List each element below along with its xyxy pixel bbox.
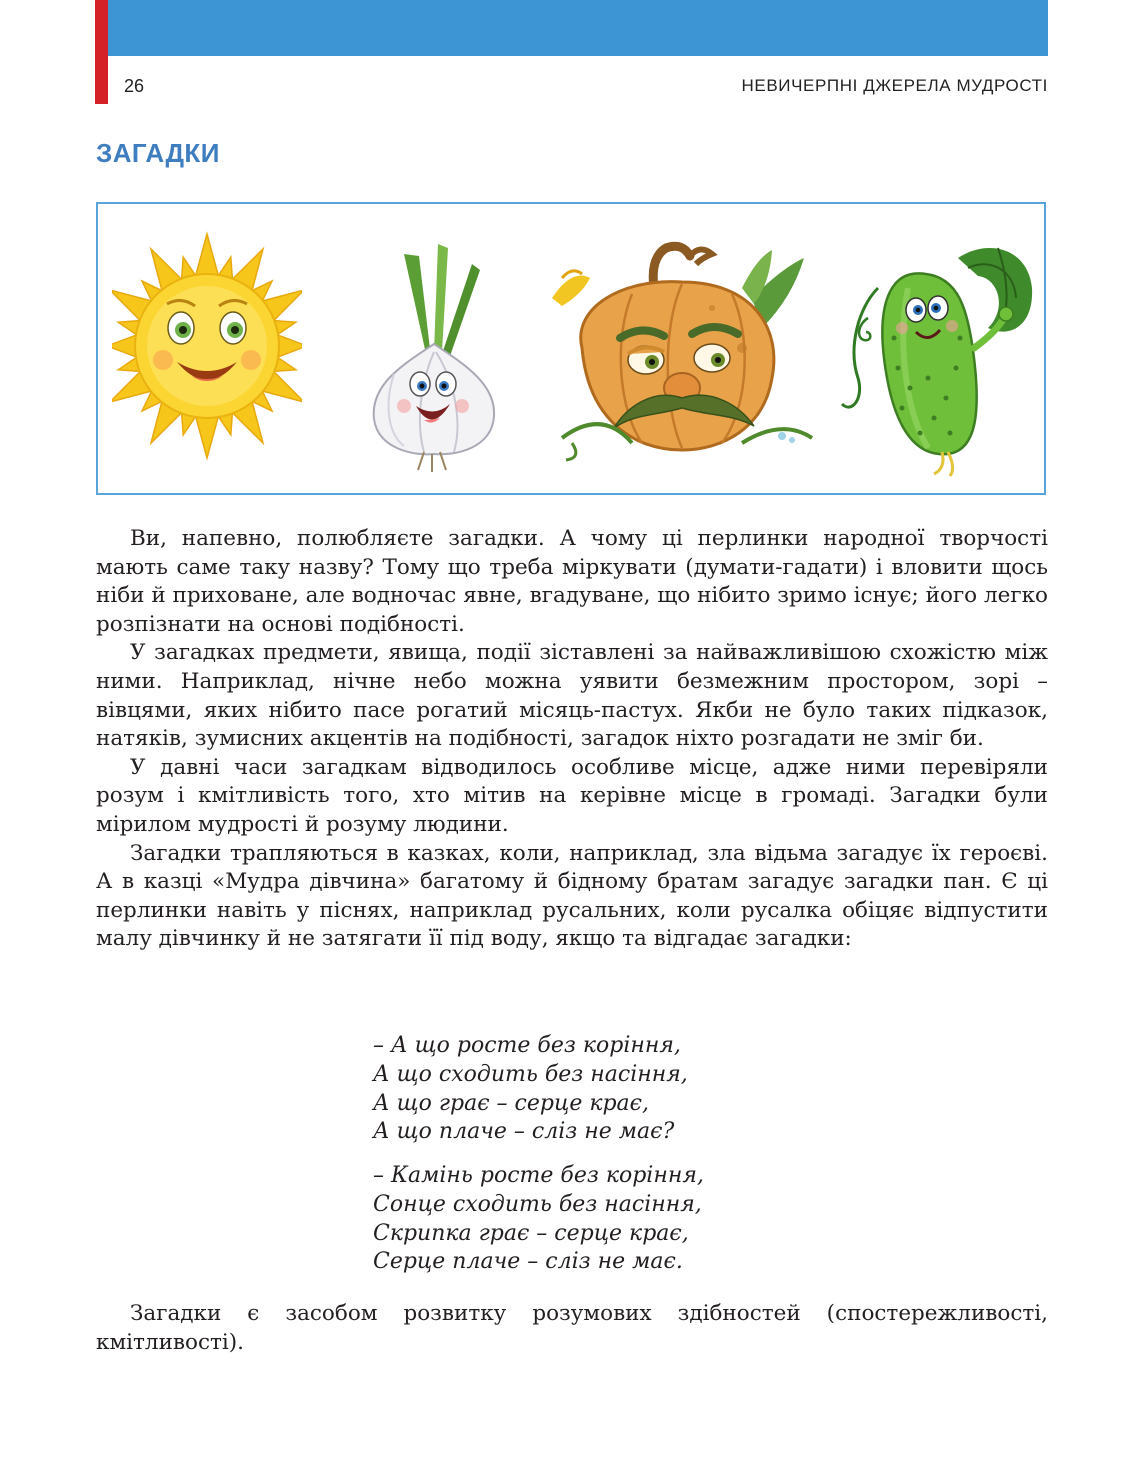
poem-answer-stanza xyxy=(373,1162,793,1277)
section-title: ЗАГАДКИ xyxy=(96,138,220,168)
poem-line: А що сходить без насіння, xyxy=(373,1061,688,1087)
poem-line: Сонце сходить без насіння, xyxy=(373,1191,702,1217)
red-accent-bar xyxy=(95,0,108,104)
running-head: НЕВИЧЕРПНІ ДЖЕРЕЛА МУДРОСТІ xyxy=(741,76,1048,95)
paragraph-4: Загадки трапляються в казках, коли, наприклад, зла відьма загадує їх героєві. А в казці «Мудра дівчина» багатому й бідному братам загадує загадки пан. Є ці перлинки навіть у піснях, наприклад русальних, коли русалка обіцяє відпустити малу дівчинку й не затягати її під воду, якщо та відгадає загадки: xyxy=(96,840,1048,952)
top-color-band xyxy=(95,0,1048,56)
closing-paragraph: Загадки є засобом розвитку розумових здібностей (спостережливості, кмітливості). xyxy=(96,1301,1048,1355)
poem-line: – Камінь росте без коріння, xyxy=(373,1163,704,1188)
poem-line: Серце плаче – сліз не має. xyxy=(373,1249,683,1275)
poem-line: – А що росте без коріння, xyxy=(373,1033,681,1058)
poem-line: А що грає – серце крає, xyxy=(373,1090,649,1116)
illustration-frame xyxy=(96,202,1046,495)
pumpkin-illustration xyxy=(542,238,832,468)
body-text xyxy=(96,525,1048,954)
paragraph-2: У загадках предмети, явища, події зіставлені за найважливішою схожістю між ними. Наприклад, нічне небо можна уявити безмежним простором, зорі – вівцями, яких нібито пасе рогатий місяць-пастух. Якби не було таких підказок, натяків, зумисних акцентів на подібності, загадок ніхто розгадати не зміг би. xyxy=(96,640,1048,752)
poem-line: А що плаче – сліз не має? xyxy=(373,1119,675,1145)
page-number: 26 xyxy=(124,76,145,96)
paragraph-1: Ви, напевно, полюбляєте загадки. А чому ці перлинки народної творчості мають саме таку назву? Тому що треба міркувати (думати-гадати) і вловити щось ніби й приховане, але водночас явне, вгадуване, що нібито зримо існує; його легко розпізнати на основі подібності. xyxy=(96,526,1048,637)
poem-question-stanza xyxy=(373,1032,793,1147)
sun-illustration xyxy=(112,218,302,478)
poem-line: Скрипка грає – серце крає, xyxy=(373,1220,689,1246)
paragraph-3: У давні часи загадкам відводилось особливе місце, адже ними перевіряли розум і кмітливість того, хто мітив на керівне місце в громаді. Загадки були мірилом мудрості й розуму людини. xyxy=(96,754,1048,837)
garlic-illustration xyxy=(364,234,504,474)
cucumber-illustration xyxy=(838,228,1038,478)
